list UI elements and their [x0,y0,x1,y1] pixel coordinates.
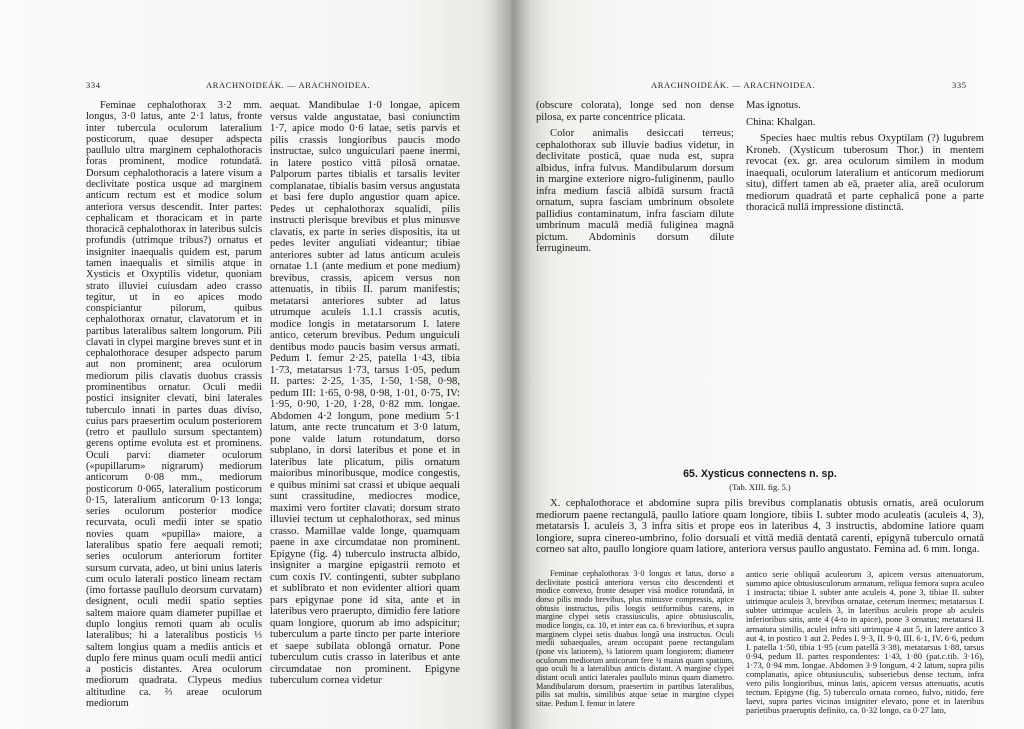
page-number-right: 335 [952,80,967,90]
paragraph: Species haec multis rebus Oxyptilam (?) lugubrem Kroneb. (Xysticum tuberosum Thor.) in mentem revocat (ex. gr. area oculorum similem in modum inaequali, oculorum lateralium et anticorum mediorum situ), differt tamen ab eā, praeter alia, areā oculorum mediorum quadratā et parte cephalicā pone a parte thoracicā nullā impressione distinctā. [746,133,984,213]
left-page [0,0,500,729]
right-column-1-bottom [536,570,734,714]
paragraph: aequat. Mandibulae 1·0 longae, apicem versus valde angustatae, basi coniunctim 1·7, apice modo 0·6 latae, setis parvis et pilis crassis longioribus paucis modo instructae, sulco unguiculari paene inermi, in latere postico vittā pilosā ornatae. Palporum partes tibialis et tarsalis leviter complanatae, tibialis basim versus angustata et basi fere duplo angustior quam apice. Pedes ut cephalothorax squalidi, pilis instructi plerisque brevibus et plus minusve clavatis, ex parte in series dispositis, ita ut pedes leviter anguliati videantur; tibiae anteriores subter ad latus anticum aculeis ornatae 1.1 (ante medium et pone medium) brevibus, crassis, apicem versus non attenuatis, in tibiis II. parum manifestis; metatarsi anteriores subter ad latus utrumque aculeis 1.1.1 crassis acutis, modice longis in metatarsorum I. latere antico, ceterum brevibus. Pedum unguiculi dentibus modo paucis basim versus armati. Pedum I. femur 2·25, patella 1·43, tibia 1·73, metatarsus 1·73, tarsus 1·05, pedum II. partes: 2·25, 1·35, 1·50, 1·58, 0·98, pedum III: 1·65, 0·98, 0·98, 1·01, 0·75, IV: 1·95, 0·90, 1·20, 1·28, 0·82 mm. longae. Abdomen 4·2 longum, pone medium 5·1 latum, ante recte truncatum et 3·0 latum, pone valde latum rotundatum, dorso subplano, in dorsi lateribus et pone et in lateribus late plicatum, pilis ornatum maioribus minoribusque, modice congestis, e quibus minimi sat crassi et ubique aequali sunt crassitudine, mediocres modice, maximi vero fortiter clavati; dorsum strato illuviei tectum ut cephalothorax, sed minus crasso. Mamillae valde longe, quamquam paene in axe circumdatae non prominent. Epigyne (fig. 4) tuberculo instructa albido, insigniter a margine epigastrii remoto et cum coxis IV. contingenti, subter subplano et sublibrato et non evidenter altiori quam pars epigynae pone id sita, ante et in lateribus vero praerupto, dimidio fere latiore quam longiore, quorum ab imo adspicitur; tuberculum a parte tincto per parte interiore et saepe subilata oblongā ornatur. Pone tuberculum cutis crasso in lateribus et ante circumdatae non prominent. Epigyne tuberculum cornea videtur [270,100,460,686]
paragraph: Feminae cephalothorax 3·0 longus et latus, dorso a declivitate posticā anteriora versus cito descendenti et modice convexo, fronte desuper visā modice rotundatā, in dorso pilis modo brevibus, plus minusve compressis, apice obtusis instructus, pilis longis setiformibus carens, in margine clypei setis crassiusculis, apice obtusiusculis, modice longis, ca. 10, et inter eas ca. 6 brevioribus, et supra marginem clypei setis duabus longā una instructus. Oculi medii subaequales, aream occupant paene rectangulam (pone vix latiorem), ¼ latiorem quam longiorem; diameter oculorum mediorum anticorum fere ¾ maius quam spatium, quo oculi hi a lateralibus anticis distant. A margine clypei distant oculi antici laterales paullulo minus quam diametro. Mandibularum dorsum, praesertim in partibus lateralibus, pilis sat multis, similibus atque setae in margine clypei sitae. Pedum I. femur in latere [536,569,734,708]
paragraph: Feminae cephalothorax 3·2 mm. longus, 3·0 latus, ante 2·1 latus, fronte inter tubercula oculorum lateralium posticorum, quae desuper adspecta paullulo ultra marginem cephalothoracis foras prominent, modice rotundatā. Dorsum cephalothoracis a latere visum a declivitate postica usque ad marginem anticum rectum est et modice solum anteriora versus descendit. Inter partes: cephalicam et thoracicam et in parte thoracicā cephalothorax in lateribus sulcis profundis (utrimque tribus?) ornatus et insigniter inaequalis quidem est, parum tamen inaequalis et similis atque in Xysticis et Oxyptilis videtur, quoniam strato illuviei cuiusdam adeo crasso tegitur, ut in eo apices modo conspiciantur pilorum, quibus cephalothorax ornatur, clavatorum et in partibus lateralibus saltem longorum. Pili clavati in clypei margine breves sunt et in cephalothorace desuper adspecto parum aut non prominent; area oculorum mediorum pilis clavatis duobus crassis prominentibus ornatur. Oculi medii postici insigniter clevati, bini laterales tuberculo innati in partes duas diviso, cuius pars praesertim oculum posteriorem (retro et paullulo sursum spectantem) gerens optime evoluta est et prominens. Oculi parvi: diameter oculorum («pupillarum» nigrarum) mediorum anticorum 0·08 mm., mediorum posticorum 0·065, lateralium posticorum 0·15, lateralium anticorum 0·13 longa; series oculorum posterior modice recurvata, oculi medii inter se spatio novies quam «pupilla» maiore, a lateralibus spatio fere aequali remoti; series oculorum anteriorum fortiter sursum curvata, adeo, ut bini unius lateris cum oculo laterali postico lineam rectam (imo fortasse paullulo deorsum curvatam) designent, oculi medii spatio septies saltem maiore quam diameter pupillae et duplo longius remoti quam ab oculis lateralibus; hi a lateralibus posticis ⅓ saltem longius quam a mediis anticis et duplo fere minus quam oculi medii antici a posticis distantes. Area oculorum mediorum quadrata. Clypeus medius altitudine ca. ⅔ areae oculorum mediorum [86,100,262,709]
plate-reference: (Tab. XIII. fig. 5.) [729,482,791,492]
paragraph: (obscure colorata), longe sed non dense pilosa, ex parte concentrice plicata. [536,100,734,123]
species-heading [536,468,984,492]
paragraph: antico serie obliquā aculeorum 3, apicem versus attenuatorum, summo apice obtusiusculorum armatum, reliqua femora supra aculeo 1 instructa; tibiae I. subter ante aculeis 4, pone 3, tibiae II. subter utrimque aculeis 3, brevibus ornatae, ceterum inermes; metatarsus I. subter utrimque aculeis 3, in lateribus aculeis prope ab aculeis inferioribus sitis, ante 4 (4-to in apice), pone 3 ornatus; metatarsi II. armatura similis, aculei infra siti utrimque 4 aut 5, in latere antico 3 aut 4, in postico 1 aut 2. Pedes I. 9·3, II. 9·0, III. 6·1, IV. 6·6, pedum I. patella 1·50, tibia 1·95 (cum patellā 3·38), metatarsus 1·88, tarsus 0·94, pedum II. partes respondentes: 1·43, 1·80 (pat.c.tib. 3·16), 1·73, 0·94 mm. longae. Abdomen 3·9 longum, 4·2 latum, supra pilis complanatis, apice obtusiusculis, subseriebus dense tectum, infra vero pilis longioribus, minus latis, apicem versus attenuatis, acutis tectum. Epigyne (fig. 5) tuberculo ornata corneo, fulvo, nitido, fere laevi, supra partes vicinas insigniter elevato, pone et in lateribus parietibus praeruptis definito, ca. 0·32 longo, ca 0·27 lato, [746,569,984,716]
right-column-2 [746,100,984,219]
page-number-left: 334 [86,80,101,90]
right-page [518,0,1024,729]
paragraph: Mas ignotus. [746,100,801,111]
left-column-1 [86,100,262,714]
paragraph: China: Khalgan. [746,116,816,128]
paragraph: Color animalis desiccati terreus; cephalothorax sub illuvie badius videtur, in declivitate posticā, quae nuda est, supra albidus, infra fulvus. Mandibularum dorsum in margine exteriore nigro-fuliginenm, paullo infra medium fasciā albidā sursum fractā ornatum, supra fasciam umbrinum obsolete pallidius contaminatum, infra fasciam dilute umbrinum maculā mediā fuliginea magnā pictum. Abdominis dorsum dilute ferrugineum. [536,128,734,254]
species-title: 65. Xysticus connectens n. sp. [683,468,837,480]
paragraph: X. cephalothorace et abdomine supra pilis brevibus complanatis obtusis ornatis, areā oculorum mediorum paene rectangulā, paullo latiore quam longiore, tibiis I. subter modo aculeatis (aculeis 4, 3), metatarsis I. aculeis 3, 3 infra sitis et prope eos in lateribus 4, 3 instructis, abdomine latiore quam longiore, supra cinereo-umbrino, folio dorsuali et vittā mediā dentatā carenti, epigynā tuberculo ornatā corneo sat alto, paullo longiore quam latiore, anteriora versus paullo angustato. Femina ad. 6 mm. longa. [536,498,984,555]
right-column-2-bottom [746,570,984,721]
running-head-right: ARACHNOIDEÁK. — ARACHNOIDEA. [651,80,816,90]
species-diagnosis [536,498,984,556]
running-head-left: ARACHNOIDEÁK. — ARACHNOIDEA. [206,80,371,90]
left-column-2 [270,100,460,692]
right-column-1 [536,100,734,260]
